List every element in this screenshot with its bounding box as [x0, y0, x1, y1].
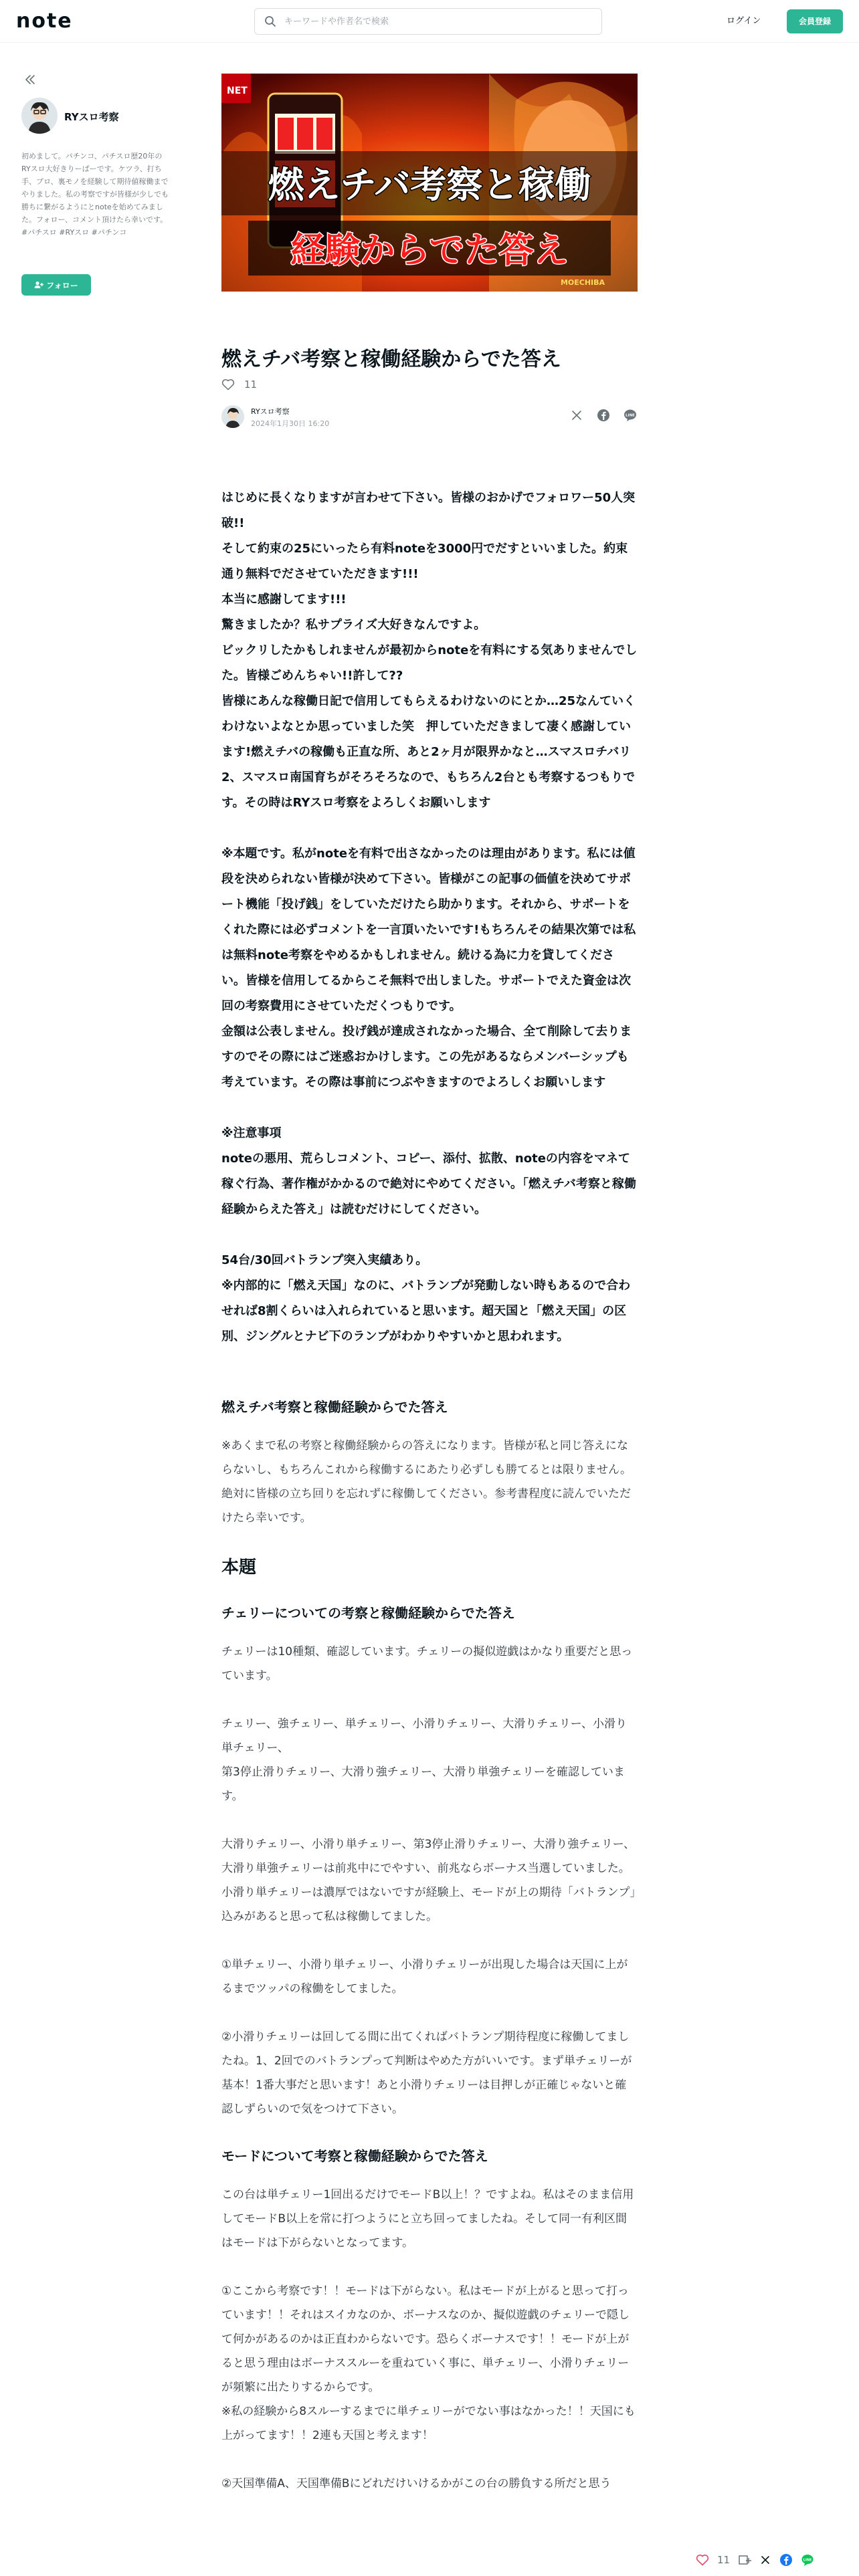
byline — [221, 404, 638, 431]
paragraph: 大滑りチェリー、小滑り単チェリー、第3停止滑りチェリー、大滑り強チェリー、大滑り単強チェリーは前兆中にでやすい、前兆ならボーナス当選していました。小滑り単チェリーは濃厚ではないですが経験上、モードが上の期待「バトランプ」込みがあると思って私は稼働してました。 — [221, 1838, 636, 1923]
magazine-add-icon[interactable] — [738, 2554, 751, 2566]
add-user-icon — [34, 281, 43, 289]
article-body — [221, 486, 638, 2520]
line-share-icon[interactable] — [801, 2553, 814, 2567]
bio-tag[interactable]: #パチンコ — [91, 228, 127, 237]
paragraph: ①単チェリー、小滑り単チェリー、小滑りチェリーが出現した場合は天国に上がるまでツッパの稼働をしてました。 — [221, 1958, 628, 1996]
main-topic-paragraph: ※本題です。私がnoteを有料で出さなかったのは理由があります。私には値段を決められない皆様が決めて下さい。皆様がこの記事の価値を決めてサポート機能「投げ銭」をしていただけたら助かります。それから、サポートをくれた際には必ずコメントを一言頂いたいです!もちろんその結果次第では私は無料note考察をやめるかもしれません。続ける為に力を貸してください。皆様を信用してるからこそ無料で出しました。サポートでえた資金は次回の考察費用にさせていただくつもりです。 金額は公表しません。投げ銭が達成されなかった場合、全て削除して去りますのでその際にはご迷惑おかけします。この先があるならメンバーシップも考えています。その際は事前につぶやきますのでよろしくお願いします — [221, 847, 636, 1089]
svg-text:LINE: LINE — [626, 413, 635, 418]
section-heading: 燃えチバ考察と稼働経験からでた答え — [221, 1399, 448, 1415]
section-heading: チェリーについての考察と稼働経験からでた答え — [221, 1605, 515, 1621]
like-count: 11 — [244, 379, 258, 391]
site-header — [0, 0, 859, 43]
article-title: 燃えチバ考察と稼働経験からでた答え — [221, 348, 561, 371]
notice-paragraph: ※注意事項 noteの悪用、荒らしコメント、コピー、添付、拡散、noteの内容をマネて稼ぐ行為、著作権がかかるので絶対にやめてください。「燃えチバ考察と稼働経験からえた答え」は読むだけにしてください。 — [221, 1126, 636, 1216]
svg-text:LINE: LINE — [803, 2558, 812, 2563]
paragraph: この台は単チェリー1回出るだけでモードB以上！？ですよね。私はそのまま信用してモードB以上を常に打つようにと立ち回ってましたね。そして同一有利区間はモードは下がらないとなってます。 — [221, 2188, 634, 2250]
paragraph: チェリー、強チェリー、単チェリー、小滑りチェリー、大滑りチェリー、小滑り単チェリー、 第3停止滑りチェリー、大滑り強チェリー、大滑り単強チェリーを確認しています。 — [221, 1717, 628, 1803]
search-input[interactable] — [284, 9, 592, 34]
author-bio-text: 初めまして。パチンコ、パチスロ歴20年のRYスロ大好きりーぱーです。ケツラ、打ち手、プロ、裏モノを経験して期待値稼働までやりました。私の考察ですが皆様が少しでも勝ちに繋がるようにとnoteを始めてみました。フォロー、コメント頂けたら幸いです。 — [21, 152, 169, 224]
collapse-sidebar-icon[interactable] — [23, 72, 37, 87]
search-box[interactable] — [254, 8, 602, 35]
paragraph: ※あくまで私の考察と稼働経験からの答えになります。皆様が私と同じ答えにならないし、もちろんこれから稼働するにあたり必ずしも勝てるとは限りません。絶対に皆様の立ち回りを忘れずに稼働してください。参考書程度に読んでいただけたら幸いです。 — [221, 1439, 632, 1525]
line-share-icon[interactable] — [623, 408, 638, 423]
bio-tag[interactable]: #パチスロ — [21, 228, 57, 237]
hero-net-mark: NET — [227, 86, 248, 96]
paragraph: チェリーは10種類、確認しています。チェリーの擬似遊戯はかなり重要だと思っています。 — [221, 1645, 633, 1683]
hero-title-line2: 経験からでた答え — [290, 231, 569, 271]
hero-image — [221, 74, 638, 292]
section-heading-main: 本題 — [221, 1558, 257, 1578]
heart-icon[interactable] — [221, 379, 235, 391]
facebook-share-icon[interactable] — [596, 408, 611, 423]
results-paragraph: 54台/30回バトランプ突入実績あり。 ※内部的に「燃え天国」なのに、バトランプが発動しない時もあるので合わせれば8割くらいは入れられていると思います。超天国と「燃え天国」の区別、ジングルとナビ下のランプがわかりやすいかと思われます。 — [221, 1253, 631, 1344]
follow-button[interactable] — [21, 274, 91, 296]
heart-icon[interactable] — [696, 2554, 709, 2566]
floating-action-bar — [696, 2548, 854, 2572]
hero-title-line1: 燃えチバ考察と稼働 — [268, 164, 591, 206]
paragraph: ②天国準備A、天国準備Bにどれだけいけるかがこの台の勝負する所だと思う — [221, 2477, 611, 2490]
x-share-icon[interactable] — [759, 2554, 771, 2566]
hero-badge: MOECHIBA — [560, 278, 605, 287]
share-buttons — [569, 408, 638, 423]
author-bio — [21, 150, 170, 239]
byline-avatar[interactable] — [221, 405, 244, 428]
intro-paragraph: はじめに長くなりますが言わせて下さい。皆様のおかげでフォロワー50人突破!! そして約束の25にいったら有料noteを3000円でだすといいました。約束通り無料でださせていただきます!!! 本当に感謝してます!!! 驚きましたか？私サプライズ大好きなんですよ。 ビックリしたかもしれませんが最初からnoteを有料にする気ありませんでした。皆様ごめんちゃい!!許して?? 皆様にあんな稼働日記で信用してもらえるわけないのにとか…25なんていくわけないよなとか思っていました笑 押していただきまして凄く感謝しています!燃えチバの稼働も正直な所、あと2ヶ月が限界かなと…スマスロチバリ2、スマスロ南国育ちがそろそろなので、もちろん2台とも考察するつもりです。その時はRYスロ考察をよろしくお願いします — [221, 491, 638, 810]
byline-author[interactable]: RYスロ考察 — [251, 407, 290, 416]
author-name[interactable]: RYスロ考察 — [64, 111, 119, 123]
search-icon — [264, 15, 276, 27]
follow-label: フォロー — [46, 280, 78, 290]
bio-tag[interactable]: #RYスロ — [59, 228, 90, 237]
author-avatar[interactable] — [21, 98, 58, 134]
login-link[interactable]: ログイン — [727, 16, 761, 26]
byline-date: 2024年1月30日 16:20 — [251, 419, 330, 428]
signup-button[interactable]: 会員登録 — [787, 9, 843, 33]
section-heading: モードについて考察と稼働経験からでた答え — [221, 2148, 488, 2164]
facebook-share-icon[interactable] — [779, 2553, 793, 2567]
x-share-icon[interactable] — [569, 408, 584, 423]
paragraph: ①ここから考察です！！モードは下がらない。私はモードが上がると思って打っています！！それはスイカなのか、ボーナスなのか、擬似遊戯のチェリーで隠して何かがあるのかは正直わからないです。恐らくボーナスです！！モードが上がると思う理由はボーナススルーを重ねていく事に、単チェリー、小滑りチェリーが頻繁に出たりするからです。 ※私の経験から8スルーするまでに単チェリーがでない事はなかった！！天国にも上がってます！！2連も天国と考えます！ — [221, 2284, 636, 2442]
like-area — [221, 379, 257, 391]
like-count: 11 — [717, 2554, 731, 2566]
note-logo[interactable]: note — [16, 9, 73, 33]
paragraph: ②小滑りチェリーは回してる間に出てくればバトランプ期待程度に稼働してましたね。1、2回でのバトランプって判断はやめた方がいいです。まず単チェリーが基本！1番大事だと思います！あと小滑りチェリーは目押しが正確じゃないと確認しずらいので気をつけて下さい。 — [221, 2030, 632, 2116]
